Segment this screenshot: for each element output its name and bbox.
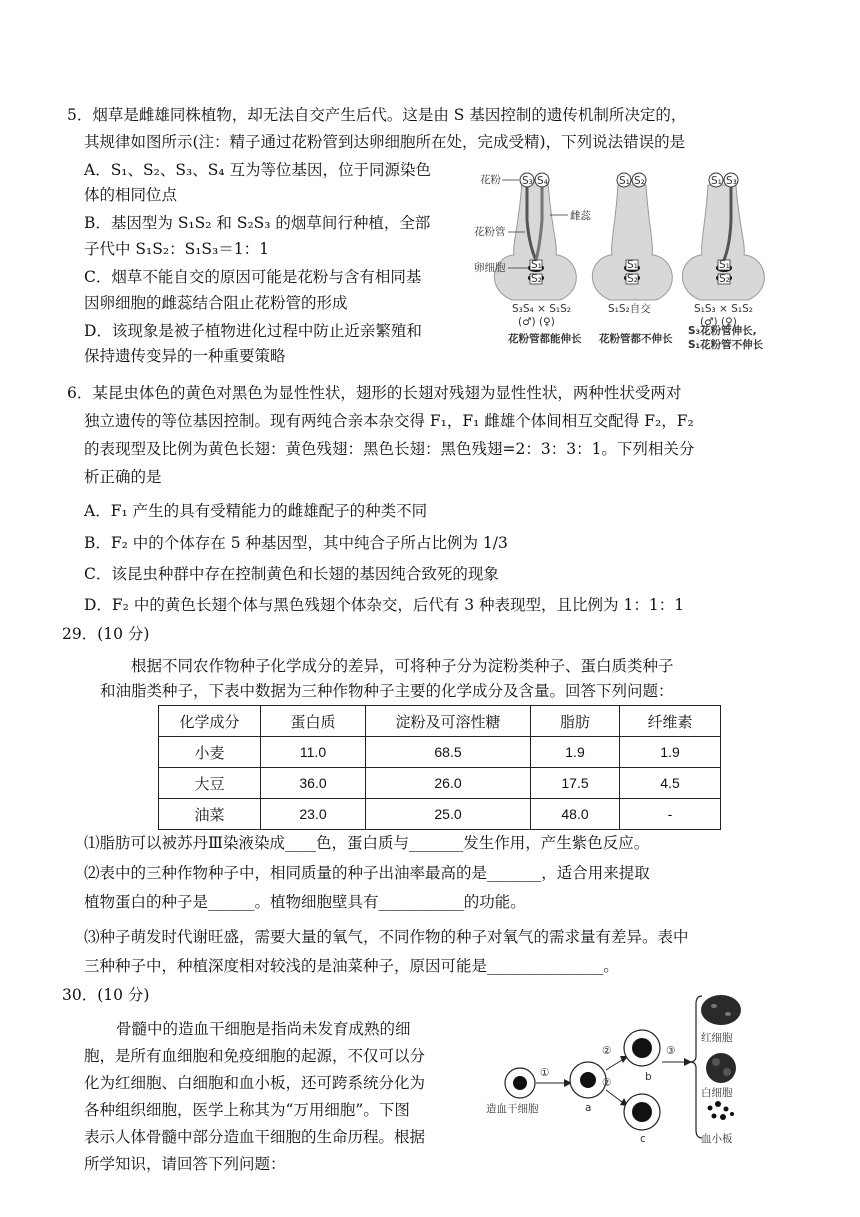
q30-para-line1: 骨髓中的造血干细胞是指尚未发育成熟的细 [116,1020,411,1038]
q6-stem-line1: 6．某昆虫体色的黄色对黑色为显性性状，翅形的长翅对残翅为显性性状，两种性状受两对 [67,384,682,402]
q6-option-d: D．F₂ 中的黄色长翅个体与黑色残翅个体杂交，后代有 3 种表现型，且比例为 1：1：1 [84,596,685,614]
table-cell: 25.0 [366,799,531,830]
caption-2: 花粉管都不伸长 [599,333,673,345]
red-cell-label: 红细胞 [701,1032,733,1044]
q29-sub1: ⑴脂肪可以被苏丹Ⅲ染液染成____色，蛋白质与_______发生作用，产生紫色反应。 [84,834,650,852]
step-1-label: ① [540,1067,550,1079]
egg-s1-label: S₁ [531,259,542,271]
pollen-label: 花粉 [480,174,501,186]
table-header-cell: 化学成分 [159,706,261,737]
pistil-panel-2 [592,173,672,300]
q30-para-line3: 化为红细胞、白细胞和血小板，还可跨系统分化为 [84,1074,426,1092]
q5-stem-line1: 5．烟草是雌雄同株植物，却无法自交产生后代。这是由 S 基因控制的遗传机制所决定的， [67,106,687,124]
allele-s4-label: S₄ [537,175,548,187]
panel3-egg-s2: S₂ [719,273,730,285]
panel2-s2-label: S₂ [634,175,645,187]
table-row [159,768,721,799]
caption-3a: S₃花粉管伸长, [688,325,757,337]
result-brace [690,996,702,1138]
table-header-cell: 脂肪 [531,706,620,737]
white-cell-label: 白细胞 [701,1087,733,1099]
panel3-egg-s1: S₁ [719,259,730,271]
step-3-label: ③ [666,1045,676,1057]
q29-heading: 29．(10 分) [62,625,150,643]
white-cell-image [706,1053,736,1083]
q29-sub3-line2: 三种种子中，种植深度相对较浅的是油菜种子，原因可能是_______________。 [84,957,619,975]
blood-cell-figure [478,990,768,1150]
q6-stem-line3: 的表现型及比例为黄色长翅：黄色残翅：黑色长翅：黑色残翅=2：3：3：1。下列相关分 [84,440,695,458]
table-cell: 油菜 [159,799,261,830]
pistil-panel-1 [494,173,576,300]
q6-option-c: C．该昆虫种群中存在控制黄色和长翅的基因纯合致死的现象 [84,565,499,583]
step-2-label: ② [602,1045,612,1057]
table-header-cell: 纤维素 [620,706,721,737]
cell-b-label: b [645,1071,652,1083]
panel3-s1-label: S₁ [711,175,722,187]
caption-3b: S₁花粉管不伸长 [688,339,764,351]
cell-c-label: c [640,1133,646,1145]
table-header-row [159,706,721,737]
table-cell: 大豆 [159,768,261,799]
red-cell-image [701,995,741,1025]
table-cell: 1.9 [531,737,620,768]
egg-s2-label: S₂ [531,273,542,285]
q29-sub2-line1: ⑵表中的三种作物种子中，相同质量的种子出油率最高的是_______，适合用来提取 [84,864,650,882]
q30-para-line6: 所学知识，请回答下列问题： [84,1155,286,1173]
pollen-tube-figure [472,160,772,356]
cross2-label: S₁S₂自交 [608,303,651,315]
q5-option-d-line2: 保持遗传变异的一种重要策略 [84,347,286,365]
step-2b-label: ② [602,1077,612,1089]
table-cell: 11.0 [261,737,366,768]
q5-option-d-line1: D．该现象是被子植物进化过程中防止近亲繁殖和 [84,322,422,340]
egg-cell-label: 卵细胞 [474,262,506,274]
panel2-s1-label: S₁ [619,175,630,187]
table-cell: 1.9 [620,737,721,768]
table-cell: 48.0 [531,799,620,830]
cross1-label: S₃S₄ × S₁S₂ [512,303,571,315]
table-cell: 23.0 [261,799,366,830]
q29-para-line1: 根据不同农作物种子化学成分的差异，可将种子分为淀粉类种子、蛋白质类种子 [131,657,674,675]
pollen-tube-label: 花粉管 [474,226,506,238]
q30-para-line2: 胞，是所有血细胞和免疫细胞的起源，不仅可以分 [84,1047,426,1065]
allele-s3-label: S₃ [522,175,533,187]
platelet-label: 血小板 [701,1133,733,1145]
table-row [159,799,721,830]
q5-option-a-line2: 体的相同位点 [84,186,178,204]
q29-sub3-line1: ⑶种子萌发时代谢旺盛，需要大量的氧气，不同作物的种子对氧气的需求量有差异。表中 [84,928,689,946]
table-cell: 68.5 [366,737,531,768]
stem-cell-label: 造血干细胞 [486,1103,539,1115]
q29-para-line2: 和油脂类种子，下表中数据为三种作物种子主要的化学成分及含量。回答下列问题： [100,682,674,700]
table-header-cell: 蛋白质 [261,706,366,737]
cross1-sex-label: (♂) (♀) [518,316,555,328]
table-cell: 4.5 [620,768,721,799]
panel3-s3-label: S₃ [726,175,737,187]
q30-heading: 30．(10 分) [62,986,150,1004]
pistil-panel-3 [682,173,764,300]
q5-option-a-line1: A．S₁、S₂、S₃、S₄ 互为等位基因，位于同源染色 [84,161,431,179]
table-cell: 36.0 [261,768,366,799]
q6-option-a: A．F₁ 产生的具有受精能力的雌雄配子的种类不同 [84,502,428,520]
pistil-label: 雌蕊 [570,210,591,222]
q29-sub2-line2: 植物蛋白的种子是______。植物细胞壁具有___________的功能。 [84,893,526,911]
q30-para-line4: 各种组织细胞，医学上称其为“万用细胞”。下图 [84,1101,410,1119]
cell-a-label: a [585,1102,592,1114]
caption-1: 花粉管都能伸长 [508,333,582,345]
table-row [159,737,721,768]
cross3-sex-label: (♂) (♀) [700,316,737,328]
panel2-egg-s1: S₁ [627,259,638,271]
table-cell: 26.0 [366,768,531,799]
table-header-cell: 淀粉及可溶性糖 [366,706,531,737]
q5-option-c-line1: C．烟草不能自交的原因可能是花粉与含有相同基 [84,268,422,286]
q5-option-b-line1: B．基因型为 S₁S₂ 和 S₂S₃ 的烟草间行种植，全部 [84,214,431,232]
cross3-label: S₁S₃ × S₁S₂ [694,303,753,315]
panel2-egg-s2: S₂ [627,273,638,285]
q5-stem-line2: 其规律如图所示(注：精子通过花粉管到达卵细胞所在处，完成受精)，下列说法错误的是 [84,133,686,151]
q5-option-c-line2: 因卵细胞的雌蕊结合阻止花粉管的形成 [84,294,348,312]
platelet-image [708,1101,735,1120]
q6-option-b: B．F₂ 中的个体存在 5 种基因型，其中纯合子所占比例为 1/3 [84,534,508,552]
table-cell: - [620,799,721,830]
table-cell: 小麦 [159,737,261,768]
q6-stem-line4: 析正确的是 [84,468,162,486]
table-cell: 17.5 [531,768,620,799]
q5-option-b-line2: 子代中 S₁S₂：S₁S₃＝1：1 [84,240,269,258]
seed-composition-table [158,705,721,830]
q30-para-line5: 表示人体骨髓中部分造血干细胞的生命历程。根据 [84,1128,426,1146]
q6-stem-line2: 独立遗传的等位基因控制。现有两纯合亲本杂交得 F₁，F₁ 雌雄个体间相互交配得 F₂，F₂ [84,412,694,430]
